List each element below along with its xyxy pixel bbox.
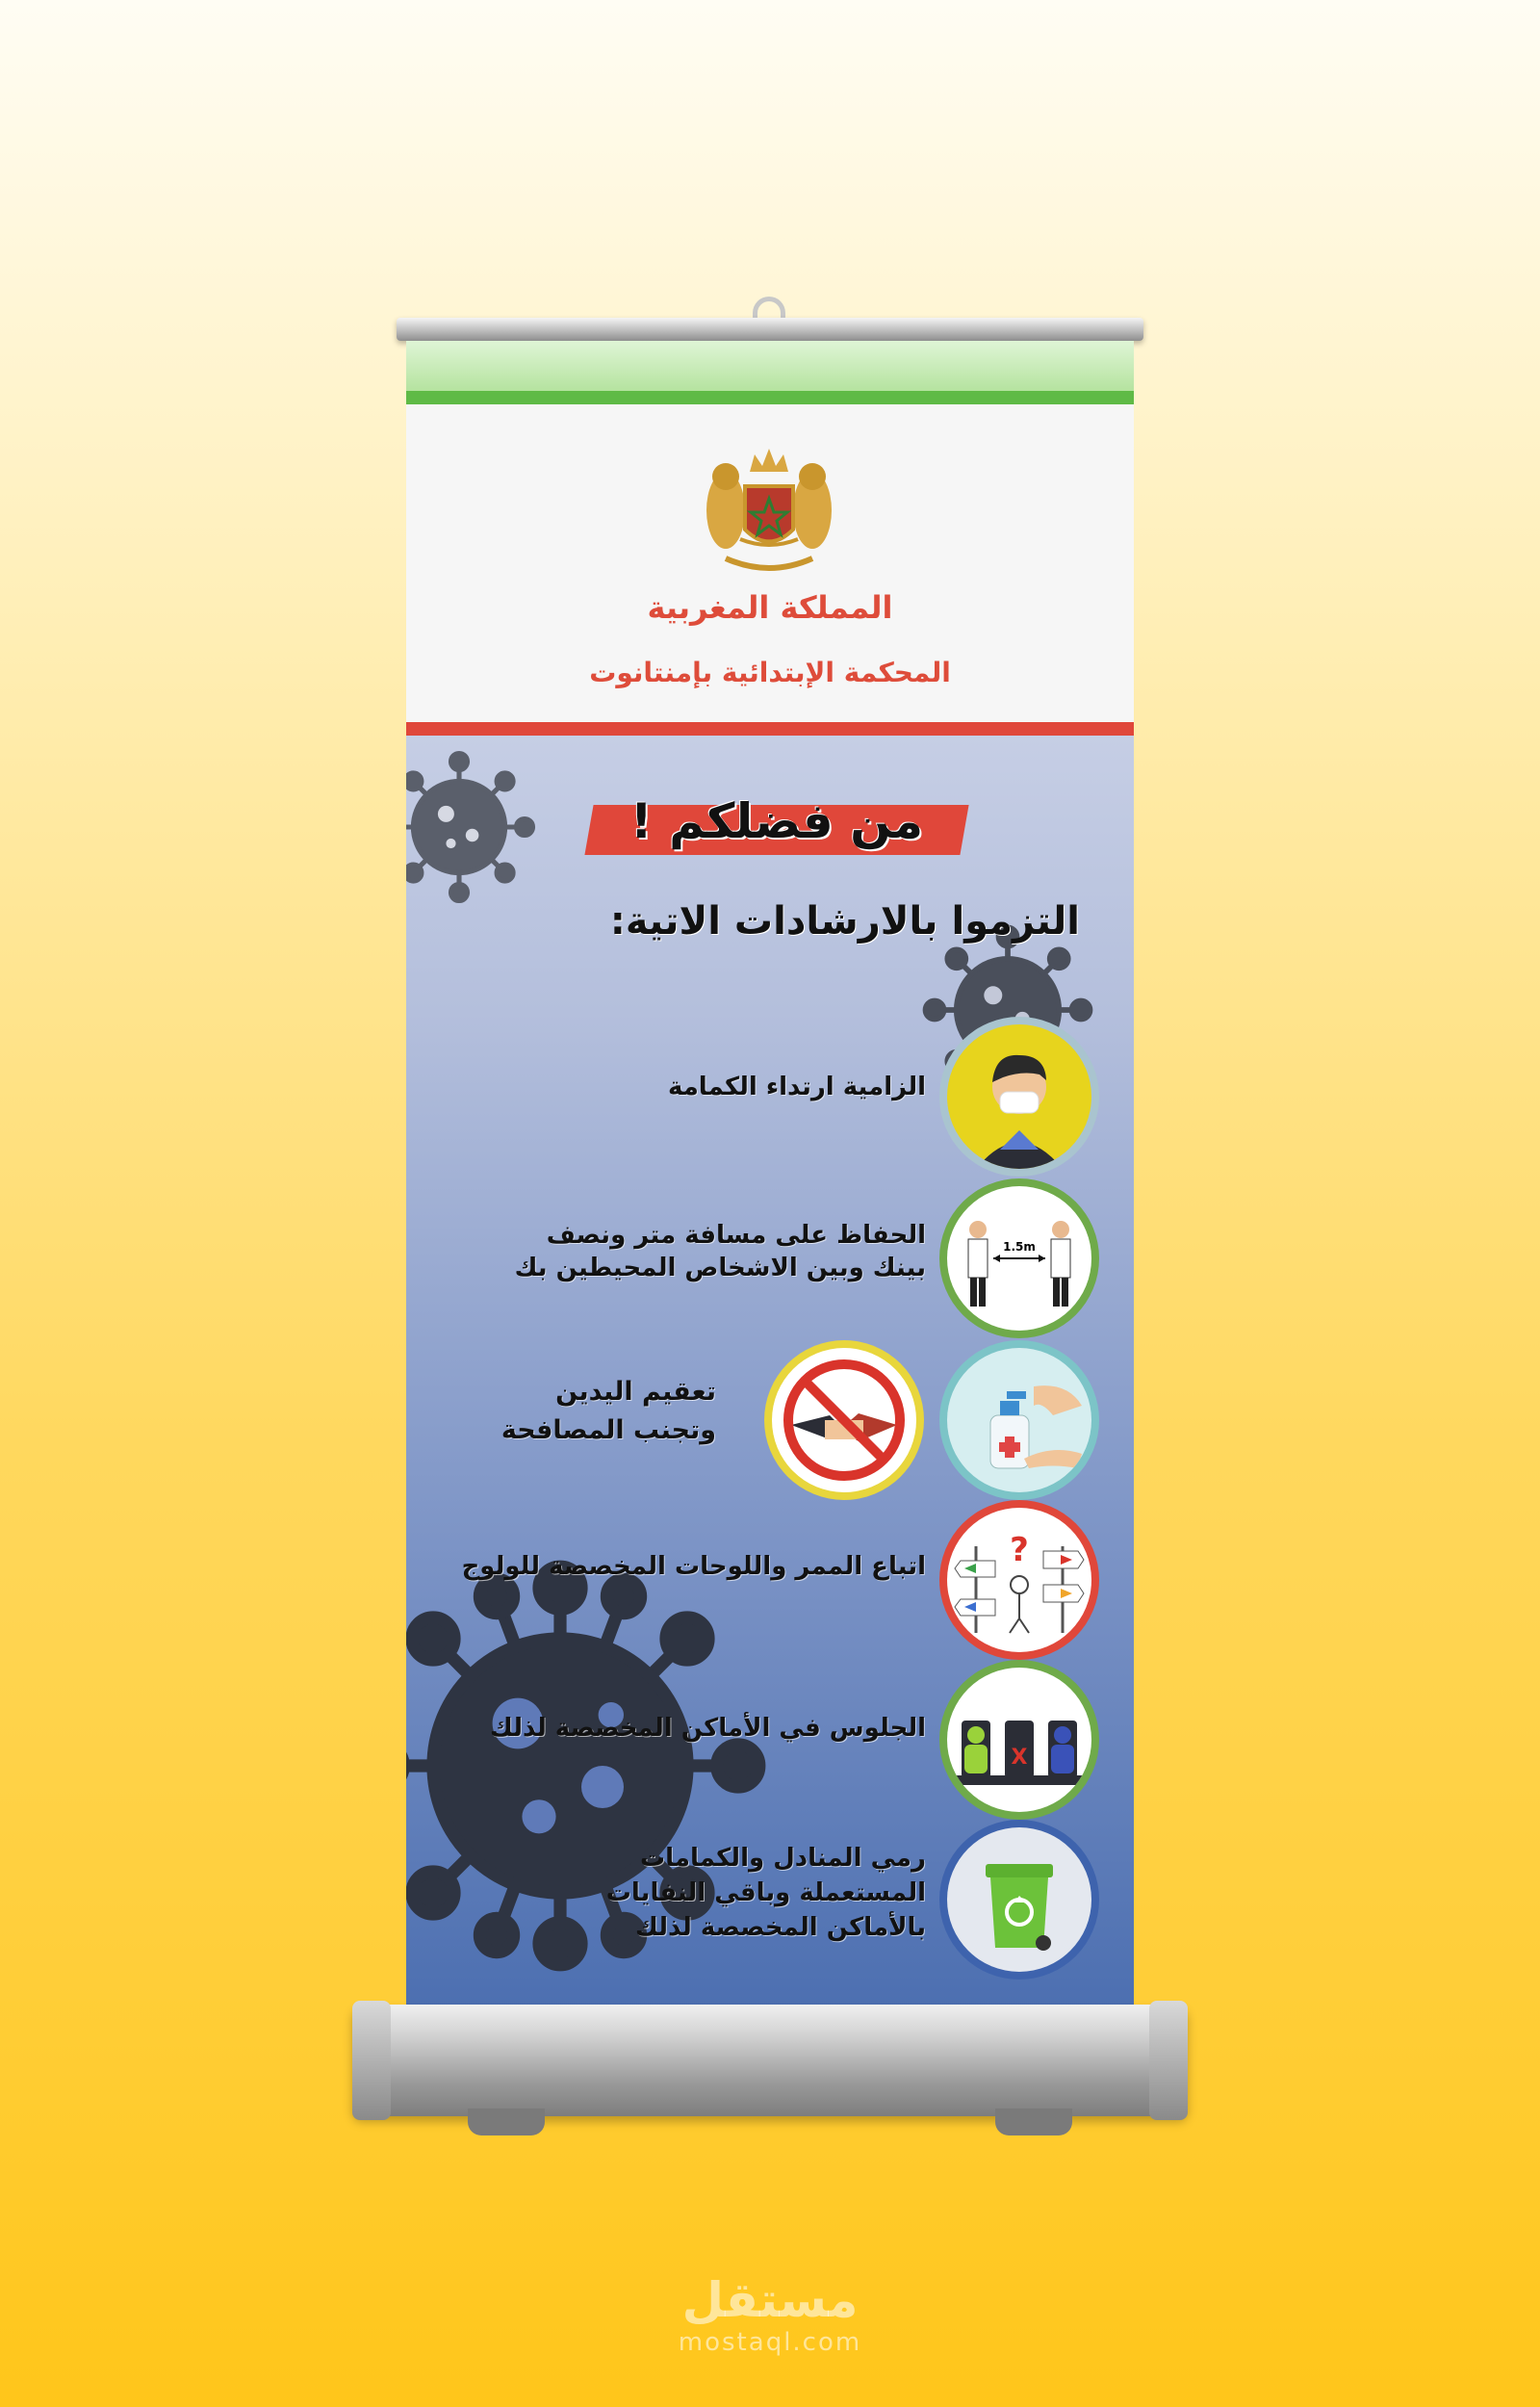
seating-icon xyxy=(947,1668,1091,1812)
court-name: المحكمة الإبتدائية بإمنتانوت xyxy=(589,657,951,688)
instruction-line: بالأماكن المخصصة لذلك xyxy=(635,1913,926,1942)
virus-illustration xyxy=(406,745,541,909)
instruction-line: الحفاظ على مسافة متر ونصف xyxy=(546,1221,926,1250)
instruction-disposal-text xyxy=(406,1841,926,1945)
instruction-line: وتجنب المصافحة xyxy=(500,1415,716,1445)
base-right-cap xyxy=(1149,2001,1188,2120)
please-heading: من فضلكم ! xyxy=(629,793,924,849)
distance-label: 1.5m xyxy=(1003,1240,1036,1254)
instruction-mask-text xyxy=(406,1071,926,1103)
instruction-line: المستعملة وباقي النفايات xyxy=(605,1878,926,1907)
watermark-arabic: مستقل xyxy=(681,2272,859,2328)
instruction-sanitize-text xyxy=(406,1373,716,1450)
kingdom-title: المملكة المغربية xyxy=(647,589,893,626)
banner-top-bar xyxy=(397,318,1143,341)
base-right-foot xyxy=(995,2109,1072,2135)
coat-of-arms-emblem xyxy=(697,433,841,578)
instruction-line: رمي المنادل والكمامات xyxy=(640,1844,926,1873)
please-banner xyxy=(589,793,964,861)
rollup-banner xyxy=(406,341,1134,2021)
no-handshake-icon xyxy=(772,1348,916,1492)
instruction-distance-text xyxy=(406,1219,926,1284)
hand-sanitizer-icon xyxy=(947,1348,1091,1492)
instruction-line: الزامية ارتداء الكمامة xyxy=(667,1073,926,1101)
distance-icon xyxy=(947,1186,1091,1331)
base-left-cap xyxy=(352,2001,391,2120)
instructions-heading: التزموا بالارشادات الاتية: xyxy=(609,899,1080,944)
instruction-line: بينك وبين الاشخاص المحيطين بك xyxy=(514,1254,926,1282)
instruction-line: الجلوس في الأماكن المخصصة لذلك xyxy=(490,1714,926,1743)
base-left-foot xyxy=(468,2109,545,2135)
instruction-line: تعقيم اليدين xyxy=(555,1377,716,1407)
directional-signs-icon xyxy=(947,1508,1091,1652)
instruction-seating-text xyxy=(406,1712,926,1745)
watermark-latin: mostaql.com xyxy=(678,2328,862,2357)
banner-stand-base xyxy=(352,2005,1188,2116)
red-stripe xyxy=(406,722,1134,736)
mask-icon xyxy=(947,1024,1091,1169)
banner-header xyxy=(406,341,1134,736)
svg-text:X: X xyxy=(1011,1746,1028,1770)
instruction-line: اتباع الممر واللوحات المخصصة للولوج xyxy=(461,1552,926,1581)
instruction-path-text xyxy=(406,1550,926,1583)
green-stripe xyxy=(406,391,1134,404)
recycle-bin-icon xyxy=(947,1827,1091,1972)
svg-text:?: ? xyxy=(1010,1531,1029,1569)
green-band xyxy=(406,341,1134,391)
watermark xyxy=(626,2272,914,2357)
